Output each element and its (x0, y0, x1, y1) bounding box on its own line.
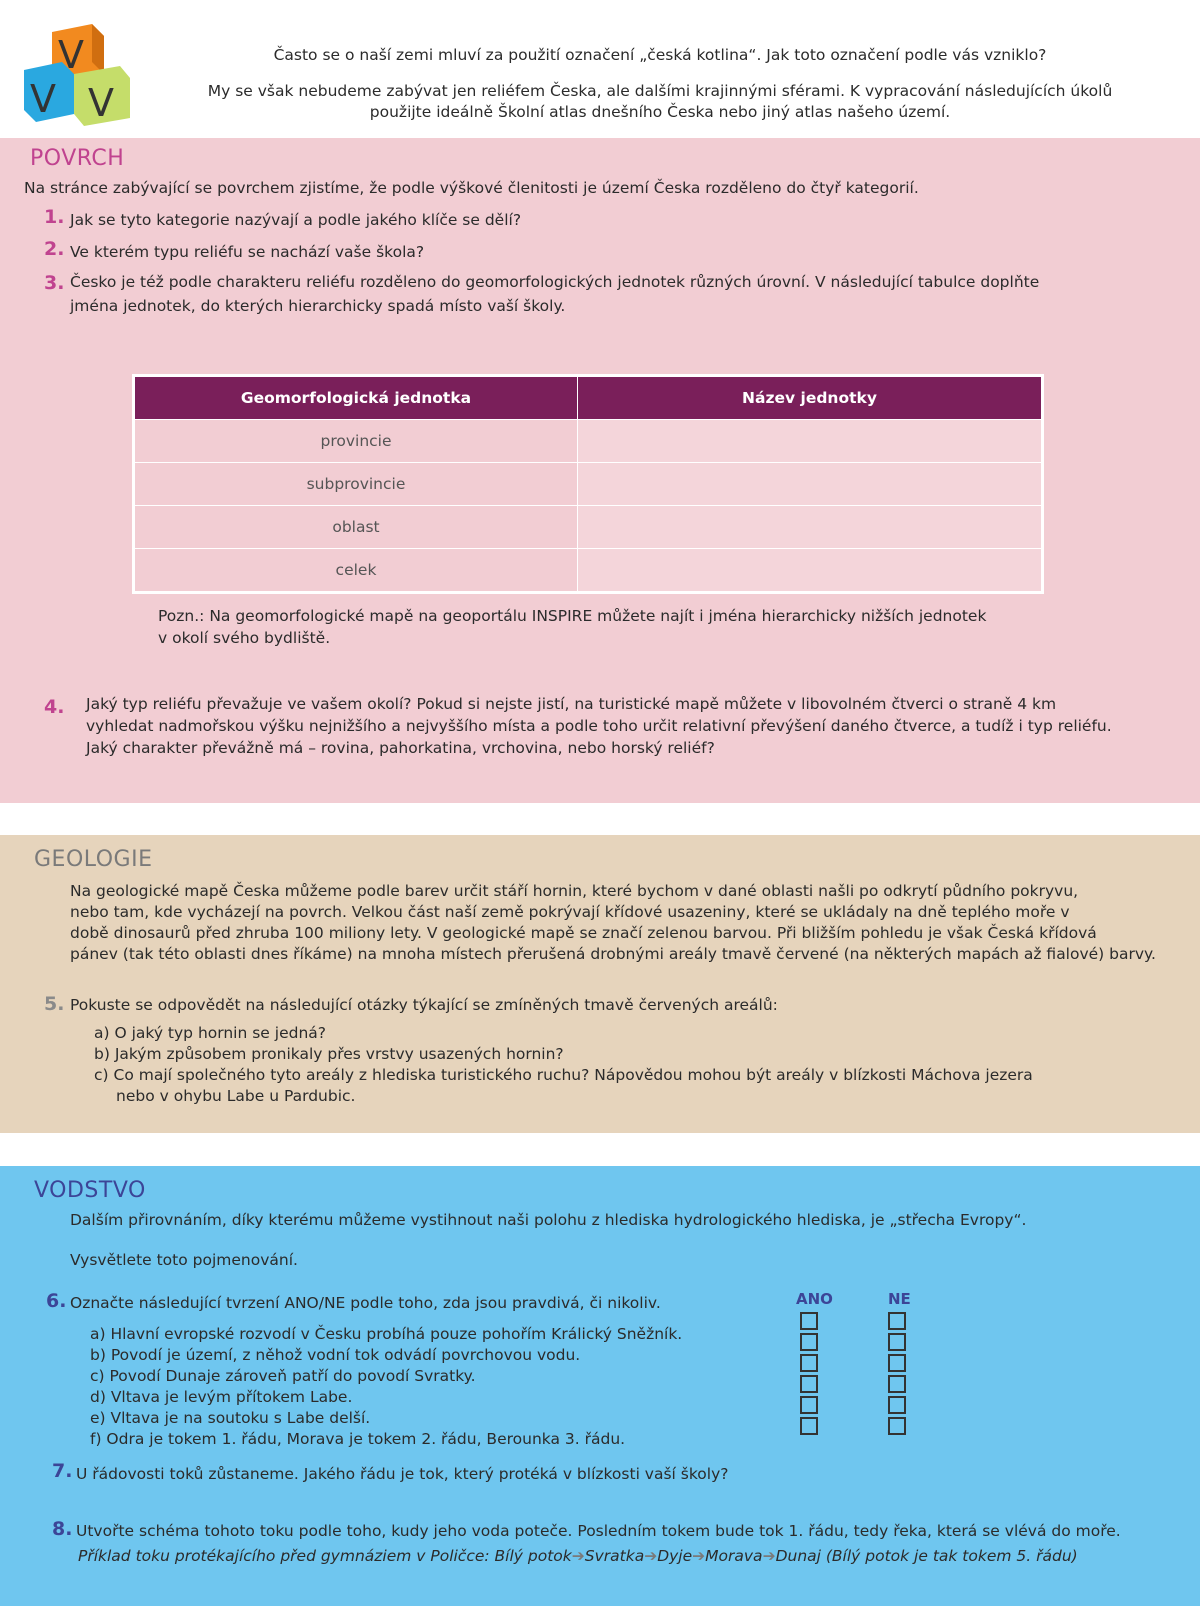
table-cell-unit: provincie (134, 420, 578, 463)
note-line-2: v okolí svého bydliště. (158, 629, 331, 647)
q2-number: 2. (44, 238, 65, 260)
section-geologie (0, 835, 1200, 1133)
q8-example (78, 1546, 1078, 1567)
q5-text: Pokuste se odpovědět na následující otázky týkající se zmíněných tmavě červených areálů: (70, 996, 778, 1014)
yes-checkbox-column (800, 1312, 822, 1438)
geologie-lead-3: době dinosaurů před zhruba 100 miliony lety. V geologické mapě se značí zelenou barvou. Při bližším pohledu je však Česká křídová (70, 924, 1097, 942)
answer-header-yes: ANO (796, 1290, 833, 1308)
intro-line-1: Často se o naší zemi mluví za použití označení „česká kotlina“. Jak toto označení podle vás vzniklo? (273, 46, 1047, 64)
q6-text: Označte následující tvrzení ANO/NE podle toho, zda jsou pravdivá, či nikoliv. (70, 1294, 661, 1312)
table-cell-answer[interactable] (578, 420, 1043, 463)
example-prefix: Příklad toku protékajícího před gymnáziem v Poličce: (78, 1547, 495, 1565)
q5-a: a) O jaký typ hornin se jedná? (94, 1024, 327, 1042)
vodstvo-title: VODSTVO (34, 1178, 146, 1203)
q7-text: U řádovosti toků zůstaneme. Jakého řádu je tok, který protéká v blízkosti vaší školy? (76, 1465, 729, 1483)
geologie-lead-1: Na geologické mapě Česka můžeme podle barev určit stáří hornin, které bychom v dané oblasti našli po odkrytí půdního pokryvu, (70, 882, 1079, 900)
logo-cubes (22, 22, 132, 127)
q4-line-1: Jaký typ reliéfu převažuje ve vašem okolí? Pokud si nejste jistí, na turistické mapě můžete v libovolném čtverci o straně 4 km (86, 695, 1057, 713)
q4-line-3: Jaký charakter převážně má – rovina, pahorkatina, vrchovina, nebo horský reliéf? (86, 739, 715, 757)
q7-number: 7. (52, 1460, 73, 1482)
river-name: Morava (705, 1547, 763, 1565)
river-name: Dyje (657, 1547, 693, 1565)
q1-text: Jak se tyto kategorie nazývají a podle jakého klíče se dělí? (70, 211, 522, 229)
table-cell-answer[interactable] (578, 506, 1043, 549)
no-checkbox[interactable] (888, 1333, 906, 1351)
q6-item-d: d) Vltava je levým přítokem Labe. (90, 1388, 353, 1406)
table-row (134, 463, 1043, 506)
q3-line-1: Česko je též podle charakteru reliéfu rozděleno do geomorfologických jednotek různých úrovní. V následující tabulce doplňte (70, 273, 1040, 291)
geologie-lead-2: nebo tam, kde vycházejí na povrch. Velkou část naší země pokrývají křídové usazeniny, které se ukládaly na dně teplého moře v (70, 903, 1070, 921)
vodstvo-lead-2: Vysvětlete toto pojmenování. (70, 1251, 298, 1269)
geomorphology-table (132, 374, 1044, 594)
q4-line-2: vyhledat nadmořskou výšku nejnižšího a nejvyššího místa a podle toho určit relativní převýšení daného čtverce, a tudíž i typ reliéfu. (86, 717, 1112, 735)
no-checkbox[interactable] (888, 1396, 906, 1414)
q8-text: Utvořte schéma tohoto toku podle toho, kudy jeho voda poteče. Posledním tokem bude tok 1. řádu, tedy řeka, která se vlévá do moře. (76, 1522, 1121, 1540)
logo-letter-top: V (58, 33, 84, 77)
table-row (134, 506, 1043, 549)
yes-checkbox[interactable] (800, 1396, 818, 1414)
arrow-right-icon: ➔ (762, 1547, 776, 1565)
q6-number: 6. (46, 1290, 67, 1312)
intro-line-3: použijte ideálně Školní atlas dnešního Česka nebo jiný atlas našeho území. (369, 103, 951, 121)
table-cell-answer[interactable] (578, 549, 1043, 593)
q6-item-f: f) Odra je tokem 1. řádu, Morava je tokem 2. řádu, Berounka 3. řádu. (90, 1430, 626, 1448)
no-checkbox[interactable] (888, 1312, 906, 1330)
table-cell-unit: subprovincie (134, 463, 578, 506)
geologie-lead-4: pánev (tak této oblasti dnes říkáme) na mnoha místech přerušená drobnými areály tmavě červené (na některých mapách až fialové) barvy. (70, 945, 1156, 963)
q5-number: 5. (44, 993, 65, 1015)
yes-checkbox[interactable] (800, 1375, 818, 1393)
table-row (134, 420, 1043, 463)
q6-item-a: a) Hlavní evropské rozvodí v Česku probíhá pouze pohořím Králický Sněžník. (90, 1325, 683, 1343)
q3-number: 3. (44, 272, 65, 294)
povrch-title: POVRCH (30, 146, 125, 171)
q1-number: 1. (44, 206, 65, 228)
no-checkbox[interactable] (888, 1375, 906, 1393)
q6-item-e: e) Vltava je na soutoku s Labe delší. (90, 1409, 371, 1427)
q6-item-b: b) Povodí je území, z něhož vodní tok odvádí povrchovou vodu. (90, 1346, 581, 1364)
yes-checkbox[interactable] (800, 1354, 818, 1372)
answer-header-no: NE (888, 1290, 911, 1308)
q4-number: 4. (44, 696, 65, 718)
river-name: Dunaj (775, 1547, 821, 1565)
section-vodstvo (0, 1166, 1200, 1606)
q5-c-line-2: nebo v ohybu Labe u Pardubic. (116, 1087, 356, 1105)
logo-letter-right: V (88, 81, 114, 125)
arrow-right-icon: ➔ (644, 1547, 658, 1565)
river-name: Svratka (584, 1547, 645, 1565)
vodstvo-lead-1: Dalším přirovnáním, díky kterému můžeme vystihnout naši polohu z hlediska hydrologického hlediska, je „střecha Evropy“. (70, 1211, 1027, 1229)
q6-item-c: c) Povodí Dunaje zároveň patří do povodí Svratky. (90, 1367, 476, 1385)
arrow-right-icon: ➔ (692, 1547, 706, 1565)
example-suffix: (Bílý potok je tak tokem 5. řádu) (820, 1547, 1078, 1565)
yes-checkbox[interactable] (800, 1312, 818, 1330)
intro-line-2: My se však nebudeme zabývat jen reliéfem Česka, ale dalšími krajinnými sférami. K vypracování následujících úkolů (207, 82, 1113, 100)
table-row (134, 549, 1043, 593)
q2-text: Ve kterém typu reliéfu se nachází vaše škola? (70, 243, 425, 261)
geologie-title: GEOLOGIE (34, 847, 153, 872)
table-header-row (134, 376, 1043, 420)
q3-line-2: jména jednotek, do kterých hierarchicky spadá místo vaší školy. (70, 297, 566, 315)
no-checkbox[interactable] (888, 1417, 906, 1435)
yes-checkbox[interactable] (800, 1333, 818, 1351)
no-checkbox-column (888, 1312, 910, 1438)
yes-checkbox[interactable] (800, 1417, 818, 1435)
table-header-unit: Geomorfologická jednotka (134, 376, 578, 420)
note-line-1: Pozn.: Na geomorfologické mapě na geoportálu INSPIRE můžete najít i jména hierarchicky nižších jednotek (158, 607, 987, 625)
povrch-lead: Na stránce zabývající se povrchem zjistíme, že podle výškové členitosti je území Česka rozděleno do čtyř kategorií. (24, 179, 919, 197)
no-checkbox[interactable] (888, 1354, 906, 1372)
q5-c-line-1: c) Co mají společného tyto areály z hlediska turistického ruchu? Nápovědou mohou být areály v blízkosti Máchova jezera (94, 1066, 1033, 1084)
table-cell-unit: celek (134, 549, 578, 593)
river-name: Bílý potok (494, 1547, 572, 1565)
q8-number: 8. (52, 1518, 73, 1540)
q5-b: b) Jakým způsobem pronikaly přes vrstvy usazených hornin? (94, 1045, 564, 1063)
section-povrch (0, 138, 1200, 803)
table-header-name: Název jednotky (578, 376, 1043, 420)
arrow-right-icon: ➔ (571, 1547, 585, 1565)
table-cell-unit: oblast (134, 506, 578, 549)
logo-letter-left: V (30, 77, 56, 121)
table-cell-answer[interactable] (578, 463, 1043, 506)
